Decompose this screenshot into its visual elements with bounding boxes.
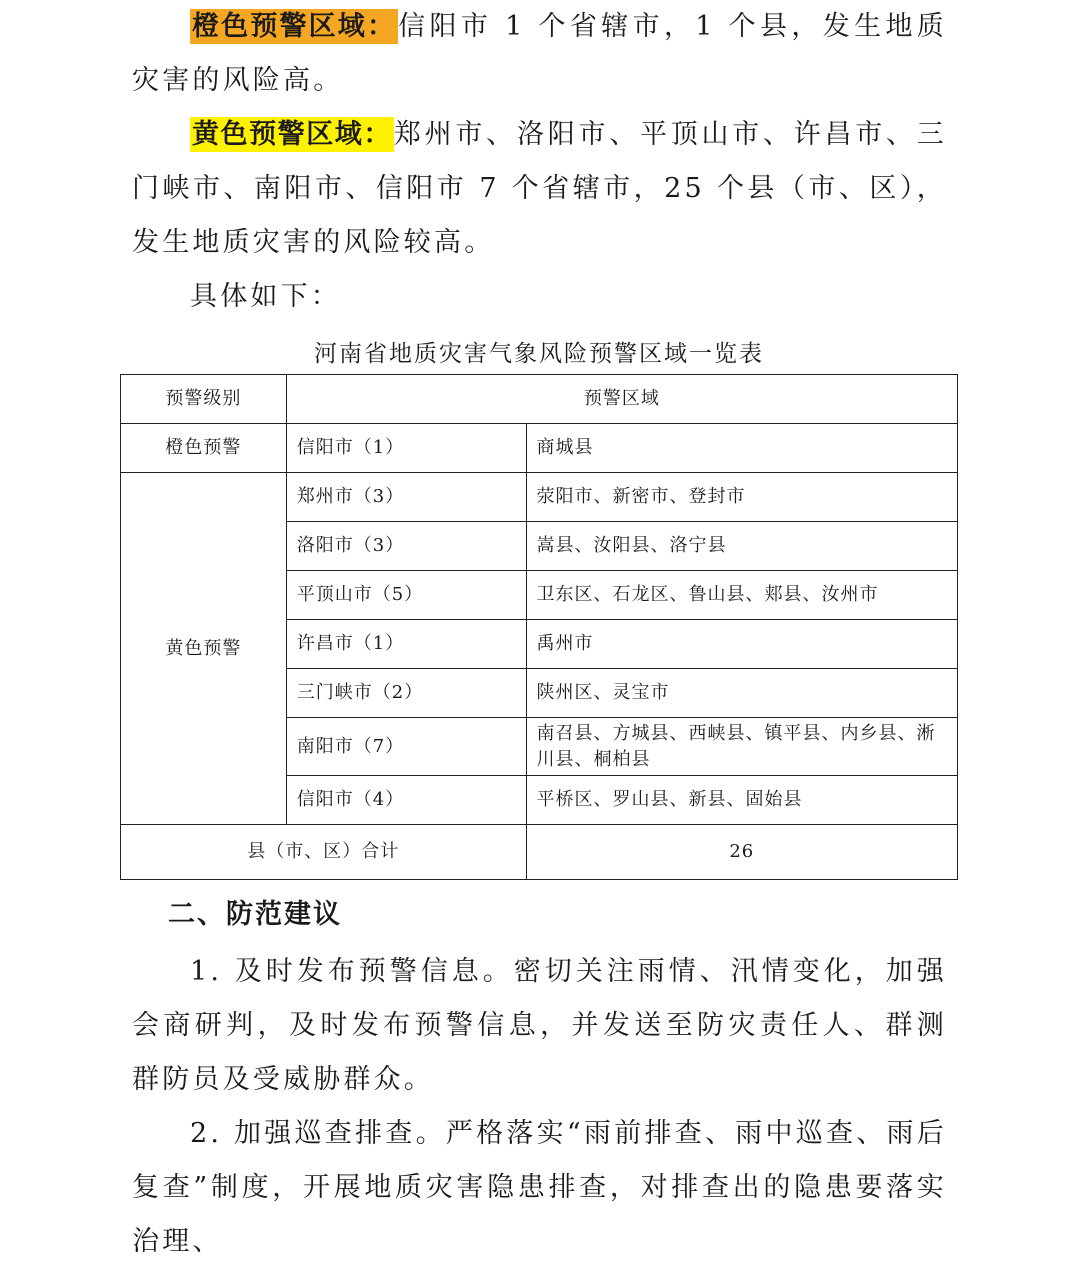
orange-level-cell: 橙色预警 — [121, 424, 287, 473]
counties-cell: 荥阳市、新密市、登封市 — [526, 473, 957, 522]
counties-cell: 嵩县、汝阳县、洛宁县 — [526, 522, 957, 571]
table-total-row — [121, 825, 958, 880]
table-header-row — [121, 375, 958, 424]
city-cell: 信阳市（4） — [286, 776, 526, 825]
orange-warning-paragraph — [132, 0, 947, 108]
orange-counties-cell: 商城县 — [526, 424, 957, 473]
orange-city-cell: 信阳市（1） — [286, 424, 526, 473]
advice-item-1: 1. 及时发布预警信息。密切关注雨情、汛情变化，加强会商研判，及时发布预警信息，并发送至防灾责任人、群测群防员及受威胁群众。 — [132, 956, 947, 1095]
counties-cell: 平桥区、罗山县、新县、固始县 — [526, 776, 957, 825]
table-row — [121, 473, 958, 522]
total-label-cell: 县（市、区）合计 — [121, 825, 527, 880]
counties-cell: 南召县、方城县、西峡县、镇平县、内乡县、淅川县、桐柏县 — [526, 718, 957, 776]
table-title: 河南省地质灾害气象风险预警区域一览表 — [314, 341, 764, 367]
city-cell: 南阳市（7） — [286, 718, 526, 776]
orange-warning-label: 橙色预警区域： — [192, 11, 397, 42]
yellow-level-cell: 黄色预警 — [121, 473, 287, 825]
city-cell: 郑州市（3） — [286, 473, 526, 522]
warning-table — [120, 374, 958, 880]
advice-item-2: 2. 加强巡查排查。严格落实“雨前排查、雨中巡查、雨后复查”制度，开展地质灾害隐患排查，对排查出的隐患要落实治理、 — [132, 1118, 947, 1257]
city-cell: 平顶山市（5） — [286, 571, 526, 620]
total-value-cell: 26 — [526, 825, 957, 880]
city-cell: 许昌市（1） — [286, 620, 526, 669]
detail-intro: 具体如下： — [190, 281, 341, 312]
header-level: 预警级别 — [121, 375, 287, 424]
yellow-warning-paragraph — [132, 108, 947, 270]
table-row-orange — [121, 424, 958, 473]
counties-cell: 卫东区、石龙区、鲁山县、郏县、汝州市 — [526, 571, 957, 620]
city-cell: 洛阳市（3） — [286, 522, 526, 571]
city-cell: 三门峡市（2） — [286, 669, 526, 718]
counties-cell: 禹州市 — [526, 620, 957, 669]
yellow-warning-label: 黄色预警区域： — [192, 119, 392, 150]
yellow-warning-text: 郑州市、洛阳市、平顶山市、许昌市、三门峡市、南阳市、信阳市 7 个省辖市，25 个县（市、区），发生地质灾害的风险较高。 — [132, 119, 947, 258]
section-heading: 二、防范建议 — [168, 899, 342, 930]
header-area: 预警区域 — [286, 375, 957, 424]
counties-cell: 陕州区、灵宝市 — [526, 669, 957, 718]
orange-warning-text: 信阳市 1 个省辖市，1 个县，发生地质灾害的风险高。 — [132, 11, 947, 96]
